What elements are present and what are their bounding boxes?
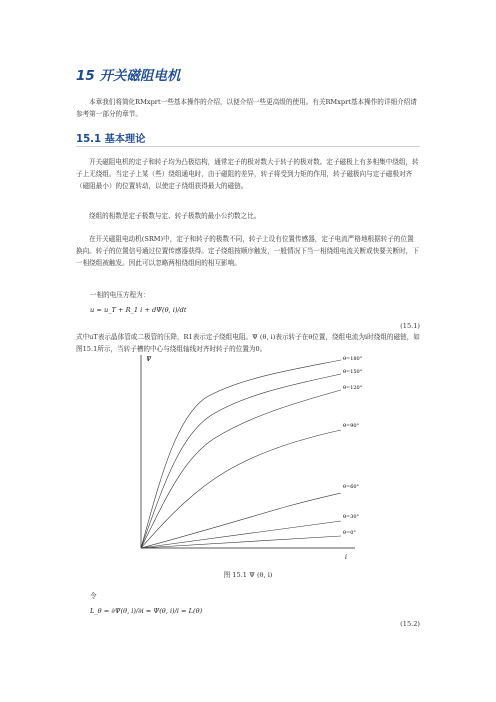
equation-2 [90,607,202,615]
curve-0 [141,536,341,548]
curve-30 [141,521,341,548]
ling-text: 令 [90,592,97,600]
equation-1 [90,306,187,314]
x-axis-label: i [345,554,347,561]
label-theta-90: θ=90° [343,423,360,429]
after-equation-paragraph: 式中uT表示晶体管或二极管的压降，R1表示定子绕组电阻。Ψ (θ, i)表示转子在θ位置，绕组电流为i时绕组的磁链，如图15.1所示，当转子槽的中心与绕组轴线对齐时转子的位置为0。 [76,333,420,354]
label-theta-60: θ=60° [343,484,360,490]
equation-1-text: u = u_T + R_1 i + dΨ(θ, i)/dt [90,306,187,314]
paragraph-2: 绕组的相数是定子极数与定、转子极数的最小公约数之比。 [89,212,261,220]
intro-paragraph: 本章我们将简化RMxprt一些基本操作的介绍，以便介绍一些更高级的使用。有关RMxprt基本操作的详细介绍请参考第一部分的章节。 [76,98,417,119]
y-axis-label: Ψ [146,356,152,363]
section-rule [76,146,420,147]
curve-150 [141,374,341,548]
curve-60 [141,493,341,548]
equation-1-number: (15.1) [400,322,420,330]
label-theta-180: θ=180° [343,356,363,362]
section-title: 15.1 基本理论 [76,134,146,145]
paragraph-1: 开关磁阻电机的定子和转子均为凸极结构，通常定子的极对数大于转子的极对数。定子磁极上有多相集中绕组，转子上无绕组。当定子上某（些）绕组通电时，由于磁阻的差异，转子将受到力矩的作用，转子磁极向与定子磁极对齐（磁阻最小）的位置转动，以使定子绕组获得最大的磁链。 [76,158,419,191]
equation-2-number: (15.2) [400,620,420,628]
figure-caption: 图 15.1 Ψ (θ, i) [223,571,273,579]
paragraph-3: 在开关磁阻电动机(SRM)中，定子和转子的极数不同，转子上设有位置传感器，定子电流严格地根据转子的位置换向。转子的位置信号通过位置传感器获得。定子绕组按顺序触发，一般情况下当一相绕组电流关断或快要关断时，下一相绕组被触发。因此可以忽略两相绕组间的相互影响。 [76,235,419,268]
label-theta-0: θ=0° [343,530,356,536]
voltage-lead: 一相的电压方程为： [90,291,150,299]
chapter-title: 15 开关磁阻电机 [76,68,181,84]
label-theta-30: θ=30° [343,514,360,520]
flux-linkage-figure [0,340,496,570]
equation-2-text: L_θ = ∂Ψ(θ, i)/∂i ≈ Ψ(θ, i)/i = L(θ) [90,607,203,615]
label-theta-120: θ=120° [343,385,363,391]
label-theta-150: θ=150° [343,369,363,375]
